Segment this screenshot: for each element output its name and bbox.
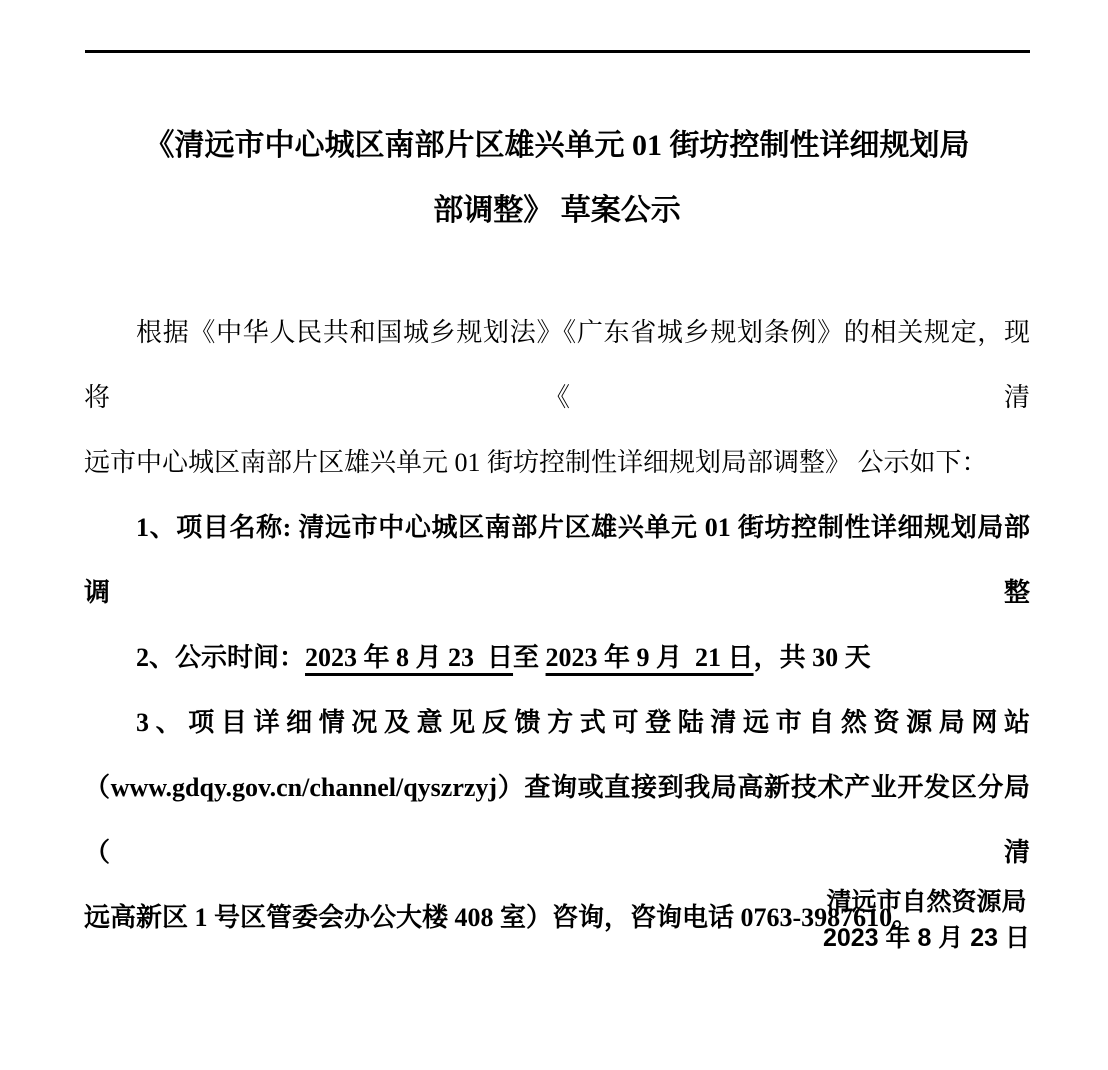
document-content [84, 113, 1030, 950]
item-2-label: 2、公示时间： [136, 643, 306, 672]
item-3-line-1: 3、项目详细情况及意见反馈方式可登陆清远市自然资源局网站 [136, 708, 1030, 737]
intro-line-1: 根据《中华人民共和国城乡规划法》《广东省城乡规划条例》的相关规定，现将《清 [84, 318, 1030, 412]
item-2-end-date: 2023 年 9 月 21 日 [545, 643, 754, 672]
item-2-start-date: 2023 年 8 月 23 日 [305, 643, 514, 672]
title-line-2: 部调整》 草案公示 [433, 194, 681, 227]
intro-line-2: 远市中心城区南部片区雄兴单元 01 街坊控制性详细规划局部调整》 公示如下： [84, 448, 988, 477]
item-2-publicity-period [84, 625, 1030, 690]
item-3-line-2-website-url: （www.gdqy.gov.cn/channel/qyszrzyj）查询或直接到我局高新技术产业开发区分局（清 [84, 773, 1030, 867]
item-1-project-name: 1、项目名称: 清远市中心城区南部片区雄兴单元 01 街坊控制性详细规划局部调整 [84, 513, 1030, 607]
signature-block [823, 884, 1030, 956]
item-2-duration: ，共 30 天 [753, 643, 871, 672]
header-horizontal-rule [85, 50, 1030, 53]
item-3-line-3-address-phone: 远高新区 1 号区管委会办公大楼 408 室）咨询，咨询电话 0763-3987610。 [84, 903, 919, 932]
item-2-connector: 至 [513, 643, 546, 672]
title-line-1: 《清远市中心城区南部片区雄兴单元 01 街坊控制性详细规划局 [144, 129, 970, 162]
signature-agency: 清远市自然资源局 [826, 888, 1027, 916]
document-body [84, 300, 1030, 950]
signature-date: 2023 年 8 月 23 日 [822, 924, 1030, 952]
document-title [84, 113, 1030, 243]
